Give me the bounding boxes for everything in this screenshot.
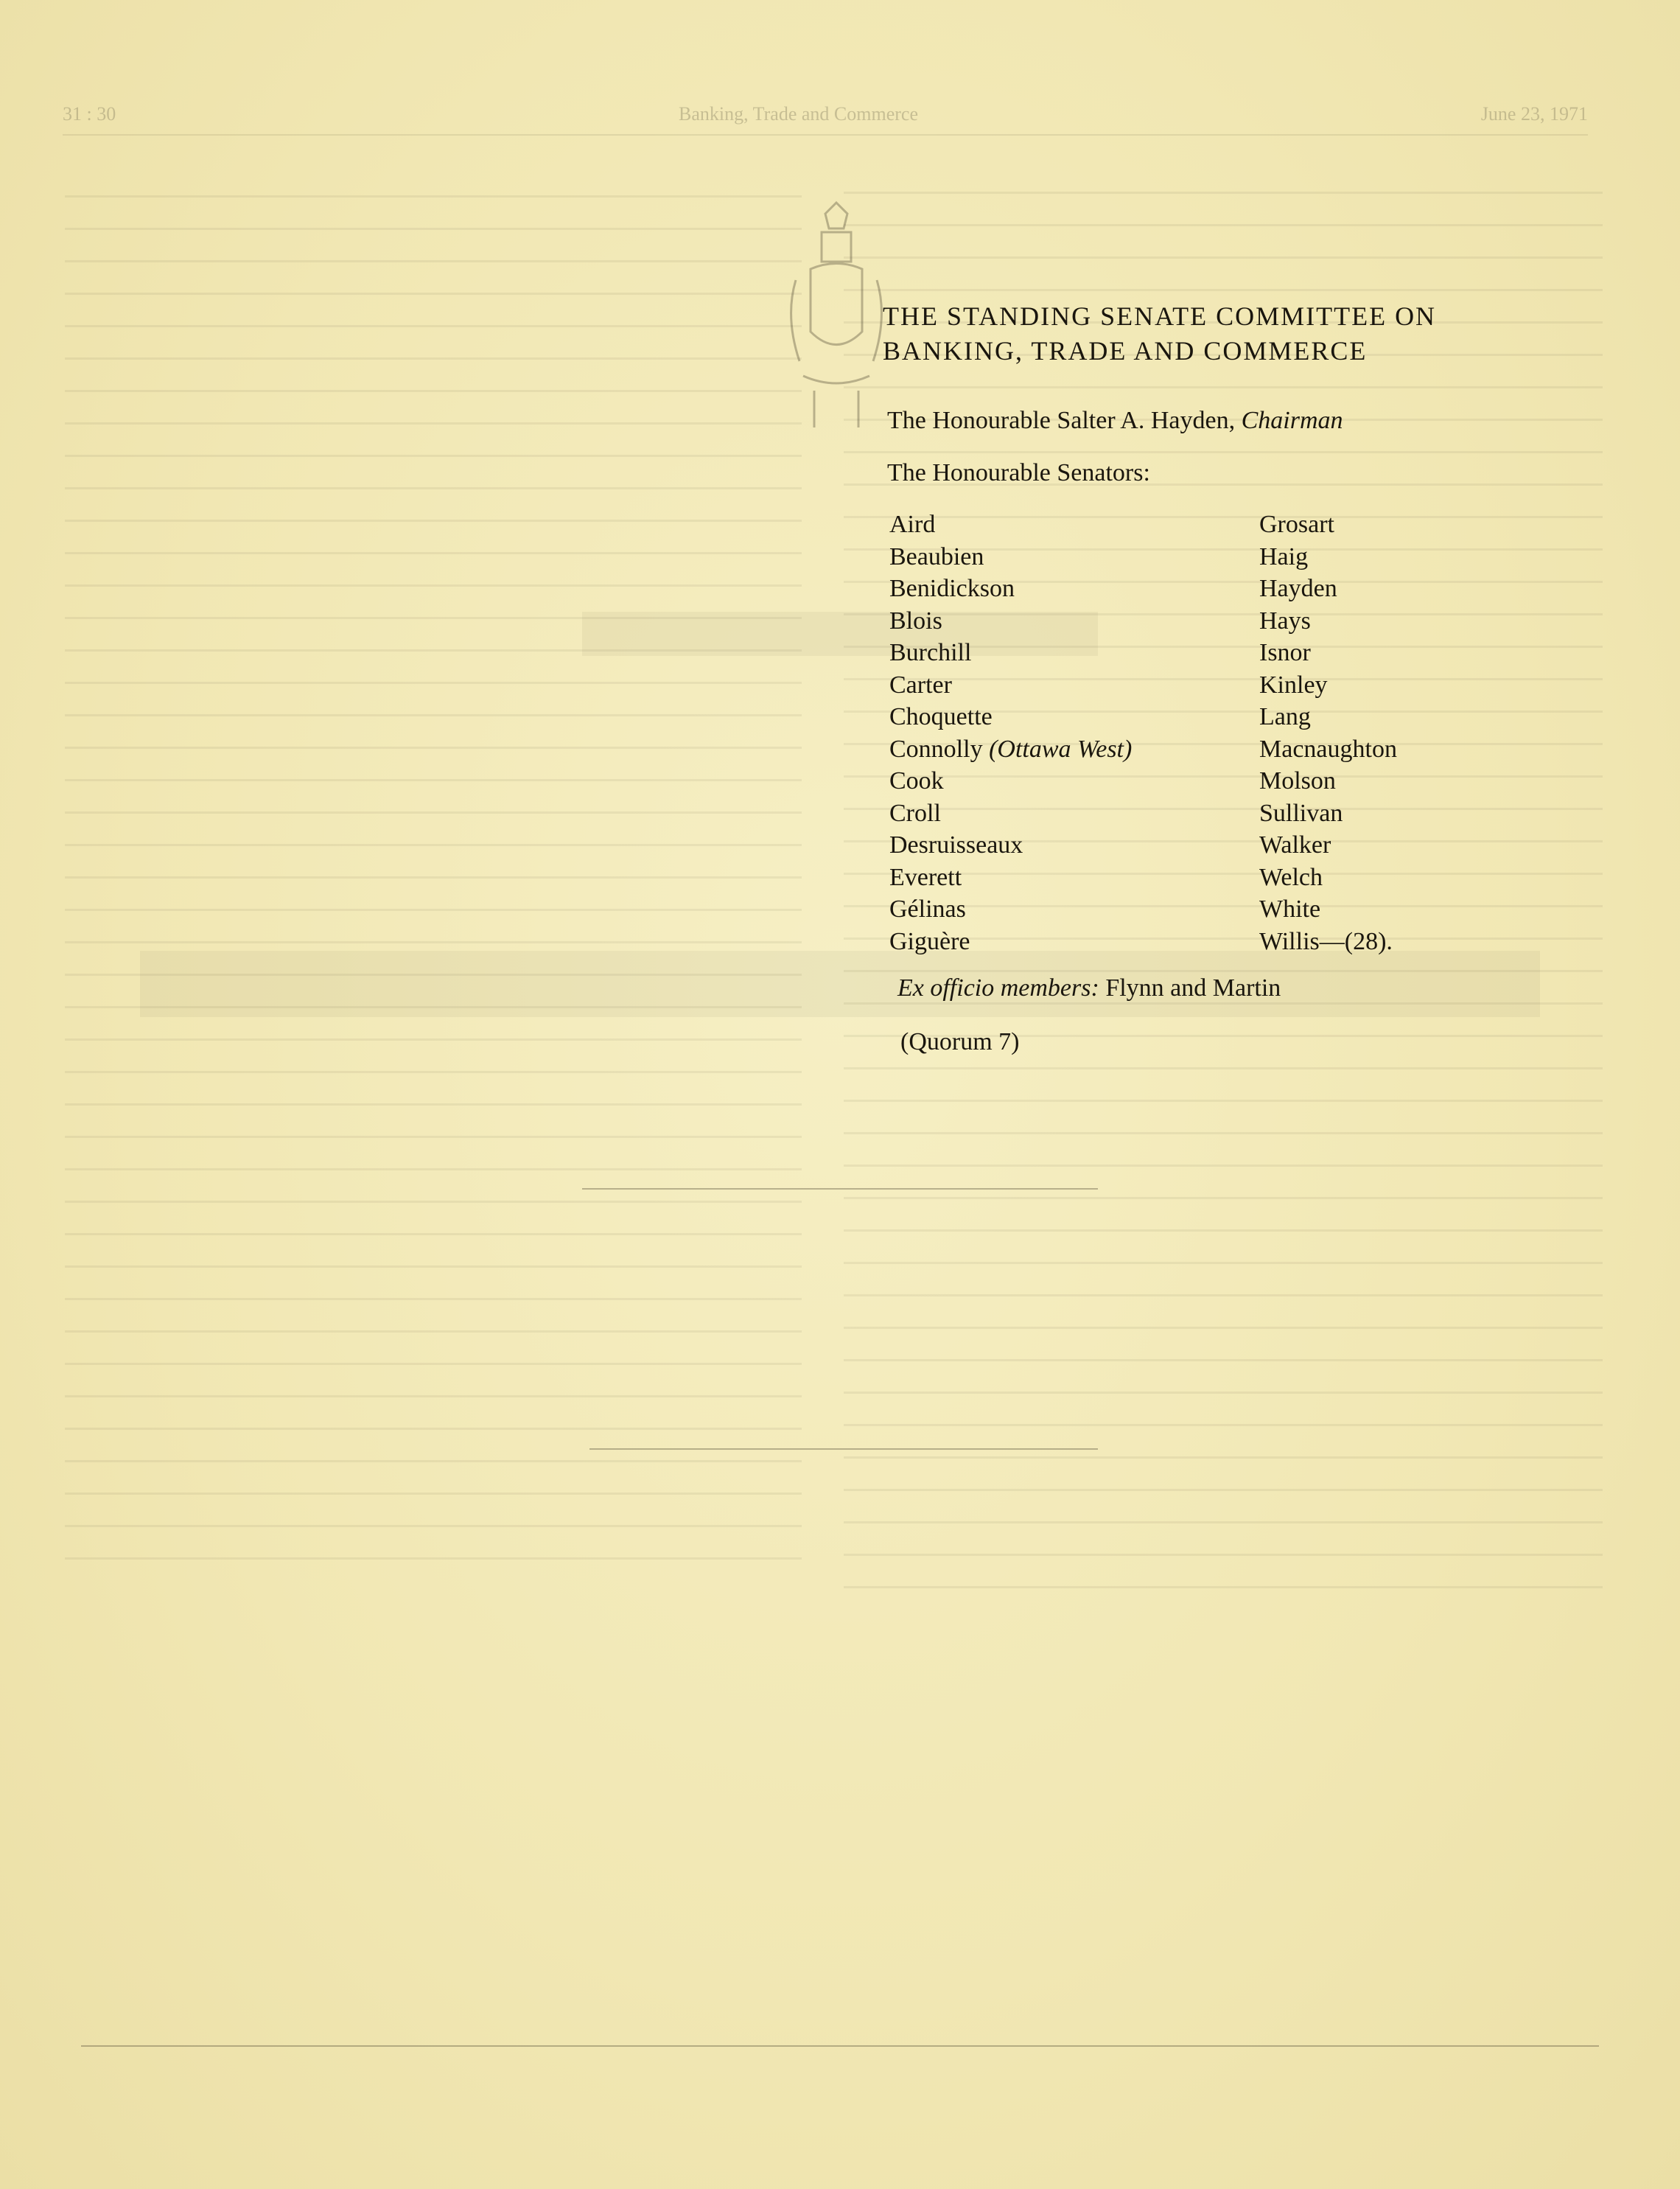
senator-name: Blois [889, 607, 942, 635]
senators-left-column [889, 509, 1132, 957]
chairman-role: Chairman [1241, 407, 1343, 434]
senator-name: Desruisseaux [889, 831, 1023, 859]
senator-name: Haig [1259, 542, 1309, 570]
senator-name: Isnor [1259, 639, 1311, 666]
senator-name-with-note [889, 733, 1132, 766]
senator-name: Lang [1259, 703, 1311, 730]
coat-of-arms-icon [781, 199, 892, 450]
ex-officio-line [897, 974, 1281, 1002]
senator-name: Hayden [1259, 575, 1337, 602]
show-through-left-column [65, 195, 802, 1581]
page-number: 31 : 30 [63, 103, 116, 125]
senator-name: Burchill [889, 639, 972, 666]
senator-name: Cook [889, 767, 944, 795]
committee-title-line2: BANKING, TRADE AND COMMERCE [883, 336, 1368, 366]
quorum-line: (Quorum 7) [900, 1028, 1020, 1055]
senator-name: Welch [1259, 863, 1323, 891]
senator-name: Giguère [889, 927, 970, 955]
senator-name: Benidickson [889, 575, 1015, 602]
show-through-title-block [0, 612, 1680, 671]
ex-officio-names: Flynn and Martin [1099, 974, 1281, 1002]
senator-note: (Ottawa West) [989, 735, 1133, 763]
senator-name: Gélinas [889, 896, 966, 923]
senators-right-column [1259, 509, 1397, 957]
senator-name: Connolly [889, 735, 983, 763]
senator-name: Walker [1259, 831, 1331, 859]
senator-name: White [1259, 896, 1321, 923]
senators-heading: The Honourable Senators: [887, 459, 1150, 486]
committee-title-line1: THE STANDING SENATE COMMITTEE ON [883, 301, 1437, 331]
show-through-footer-rule [81, 2045, 1599, 2047]
senator-name: Hays [1259, 607, 1311, 635]
running-title: Banking, Trade and Commerce [679, 103, 918, 125]
senator-name: Beaubien [889, 542, 984, 570]
chairman-line [887, 407, 1343, 435]
senator-name: Willis—(28). [1259, 927, 1393, 955]
chairman-name: The Honourable Salter A. Hayden, [887, 407, 1242, 434]
senator-name: Macnaughton [1259, 735, 1397, 763]
senator-name: Aird [889, 511, 936, 538]
show-through-rule-2 [589, 1448, 1098, 1450]
senator-name: Everett [889, 863, 962, 891]
senator-name: Grosart [1259, 511, 1334, 538]
header-date: June 23, 1971 [1480, 103, 1588, 125]
senator-name: Carter [889, 671, 952, 699]
running-header [63, 103, 1588, 136]
show-through-rule [582, 1188, 1098, 1190]
senator-name: Kinley [1259, 671, 1328, 699]
ex-officio-label: Ex officio members: [897, 974, 1099, 1002]
senator-name: Croll [889, 799, 941, 827]
senator-name: Choquette [889, 703, 993, 730]
show-through-title-block-2 [0, 951, 1680, 1024]
senator-name: Molson [1259, 767, 1336, 795]
senator-name: Sullivan [1259, 799, 1343, 827]
